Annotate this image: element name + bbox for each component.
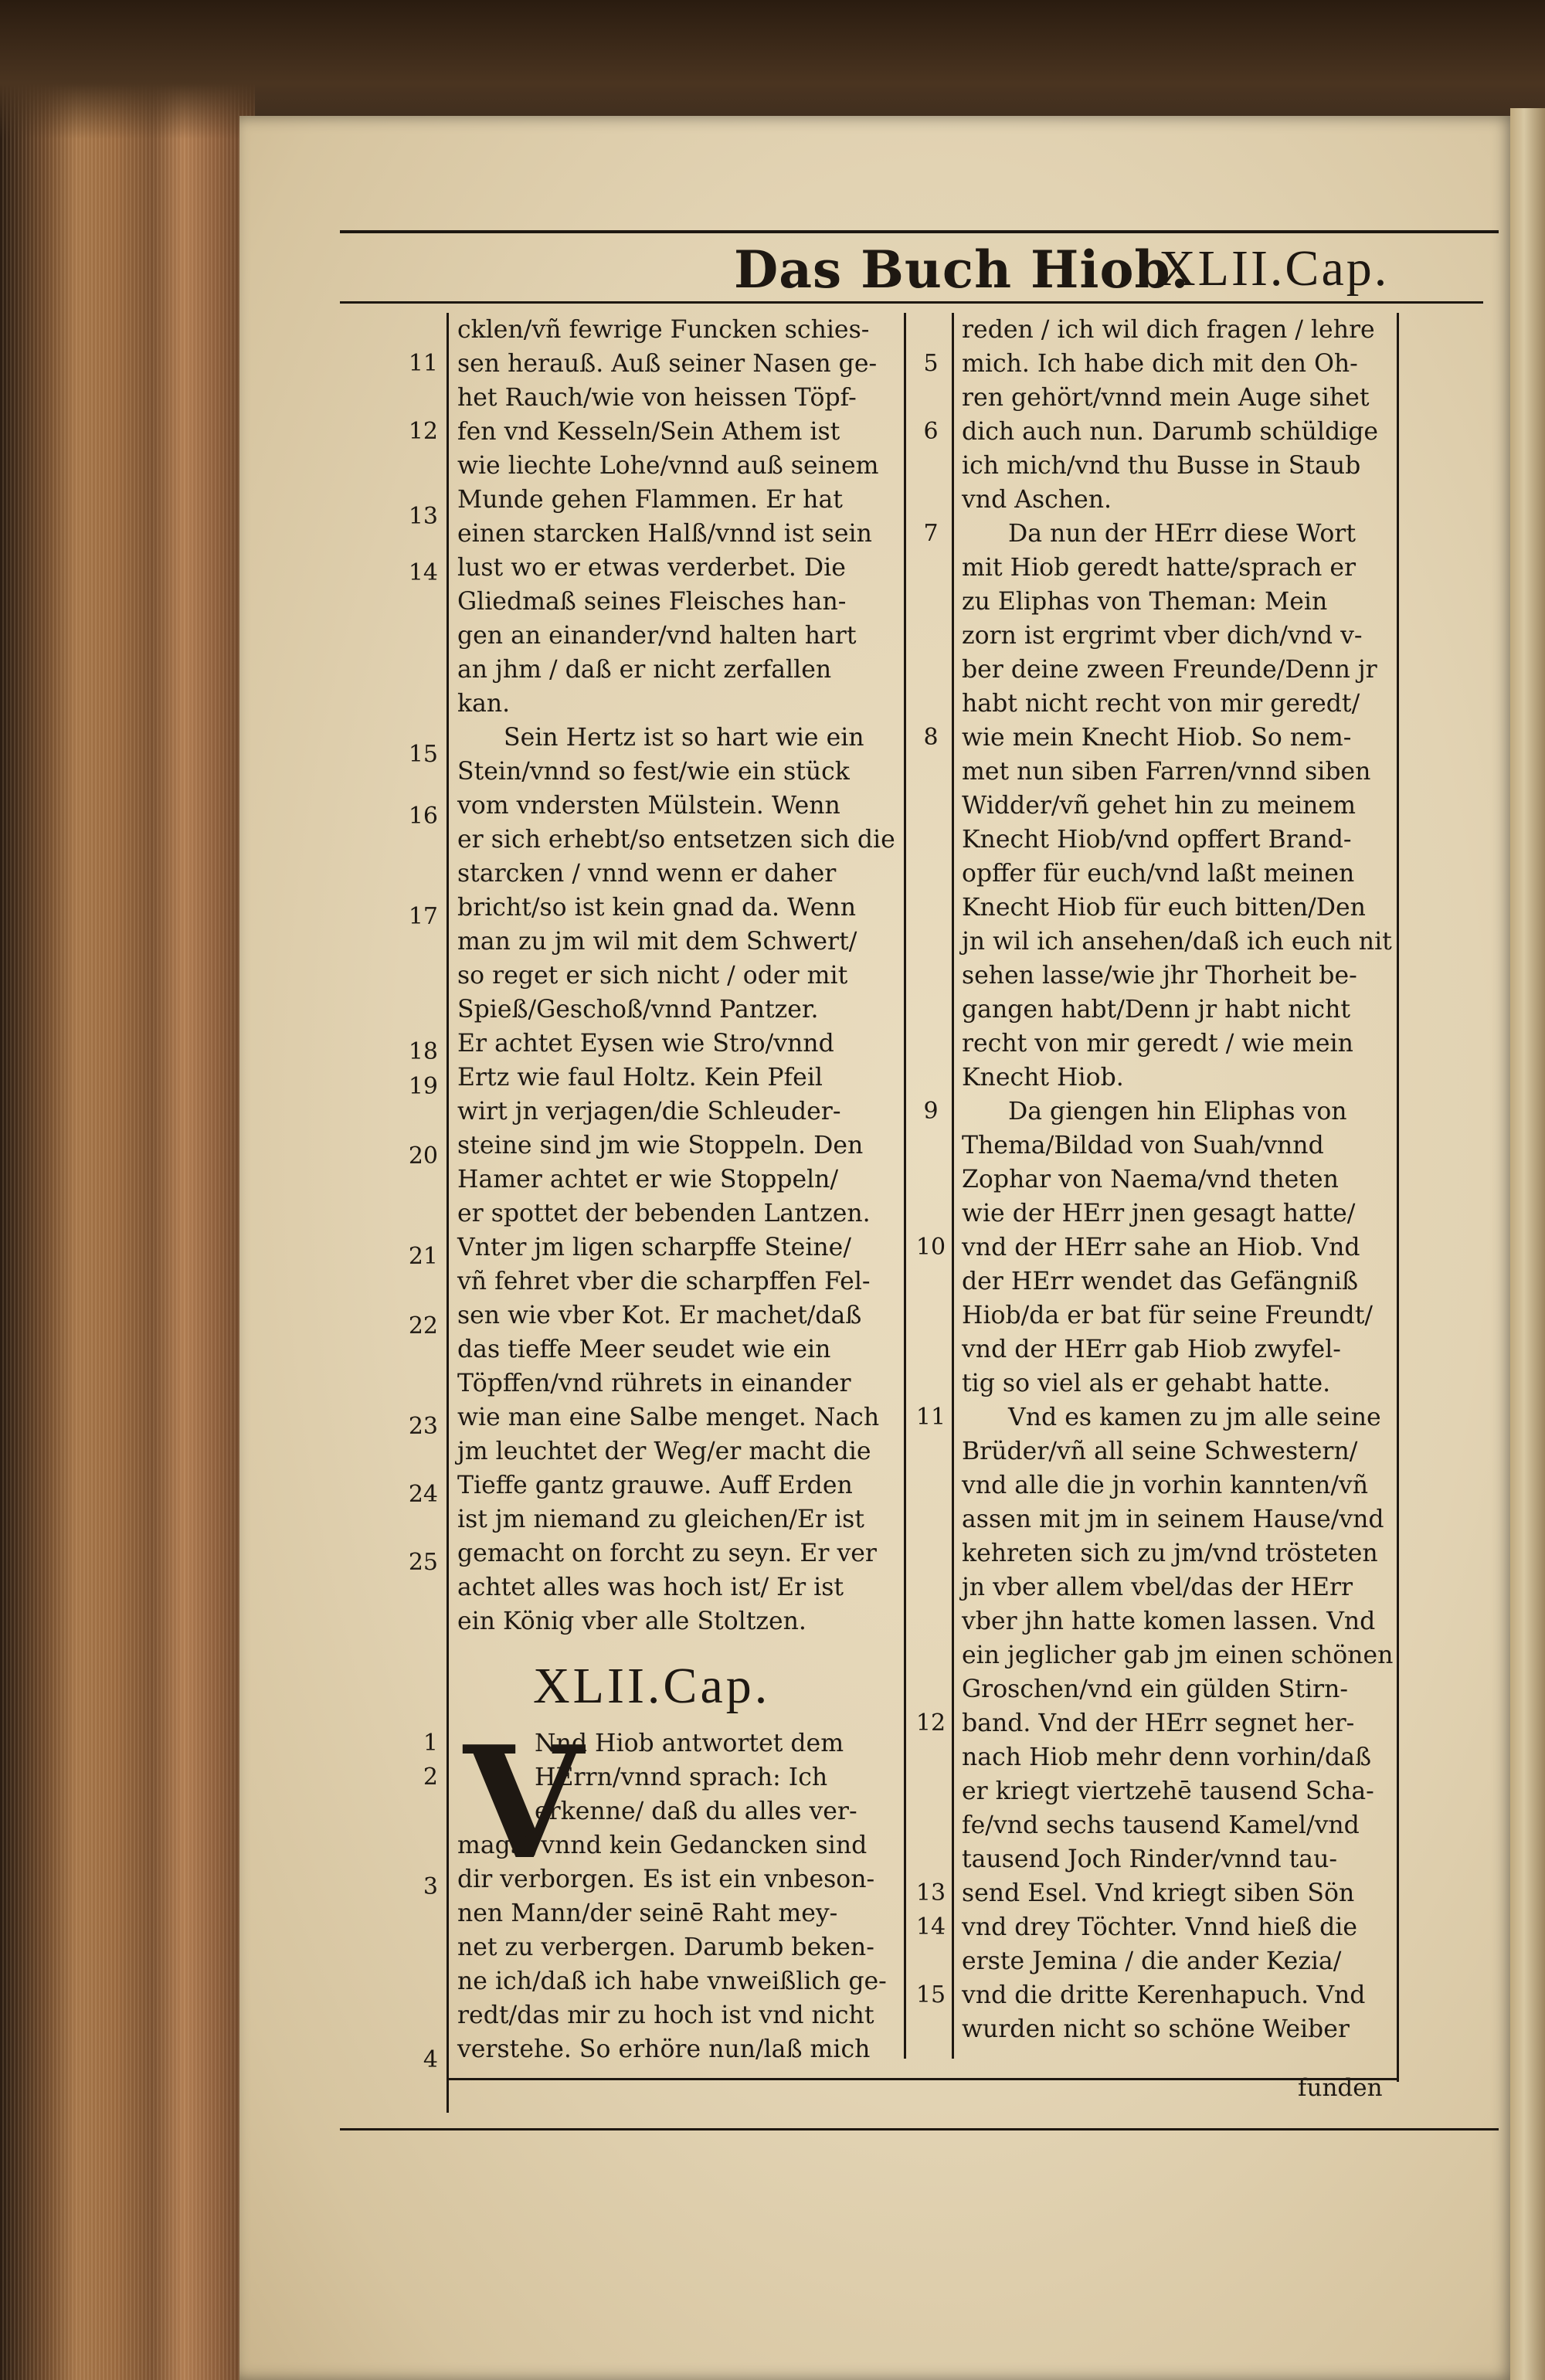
text-line: ber deine zween Freunde/Denn jr <box>962 656 1377 684</box>
frame-rule-middle-right <box>952 313 954 2059</box>
text-line: er sich erhebt/so entsetzen sich die <box>457 826 895 854</box>
verse-number: 15 <box>408 741 438 768</box>
chapter-opening-text <box>457 1713 898 2066</box>
text-line: erkenne/ daß du alles ver- <box>535 1798 857 1825</box>
text-line: Nnd Hiob antwortet dem <box>535 1730 844 1757</box>
text-line: kehreten sich zu jm/vnd trösteten <box>962 1540 1378 1567</box>
text-line: erste Jemina / die ander Kezia/ <box>962 1947 1342 1975</box>
verse-number: 9 <box>923 1098 939 1125</box>
text-line: reden / ich wil dich fragen / lehre <box>962 316 1375 344</box>
text-line: ein König vber alle Stoltzen. <box>457 1608 806 1635</box>
text-line: an jhm / daß er nicht zerfallen <box>457 656 832 684</box>
text-line: Stein/vnnd so fest/wie ein stück <box>457 758 850 786</box>
verse-number: 19 <box>408 1073 438 1100</box>
book-fore-edge <box>0 0 255 2380</box>
text-line: sehen lasse/wie jhr Thorheit be- <box>962 962 1357 990</box>
text-line: wie liechte Lohe/vnnd auß seinem <box>457 452 879 480</box>
text-line: mich. Ich habe dich mit den Oh- <box>962 350 1358 378</box>
text-line: redt/das mir zu hoch ist vnd nicht <box>457 2001 874 2029</box>
text-line: mit Hiob geredt hatte/sprach er <box>962 554 1357 582</box>
text-line: het Rauch/wie von heissen Töpf- <box>457 384 857 412</box>
text-line: Da nun der HErr diese Wort <box>1008 520 1357 548</box>
verse-number: 14 <box>915 1913 946 1940</box>
verse-number: 23 <box>408 1413 438 1440</box>
text-line: jn wil ich ansehen/daß ich euch nit <box>962 928 1392 956</box>
text-line: gemacht on forcht zu seyn. Er ver <box>457 1540 877 1567</box>
verse-number: 6 <box>923 418 939 445</box>
text-line: vnd die dritte Kerenhapuch. Vnd <box>962 1981 1366 2009</box>
text-line: verstehe. So erhöre nun/laß mich <box>457 2035 871 2063</box>
verse-number: 22 <box>408 1312 438 1339</box>
text-line: dich auch nun. Darumb schüldige <box>962 418 1379 446</box>
text-line: send Esel. Vnd kriegt siben Sön <box>962 1879 1355 1907</box>
text-line: nach Hiob mehr denn vorhin/daß <box>962 1743 1372 1771</box>
bottom-rule-outer <box>340 2128 1499 2130</box>
text-line: wie der HErr jnen gesagt hatte/ <box>962 1200 1356 1227</box>
text-line: sen wie vber Kot. Er machet/daß <box>457 1302 862 1329</box>
text-line: zu Eliphas von Theman: Mein <box>962 588 1328 616</box>
frame-rule-middle-left <box>904 313 906 2059</box>
text-line: vnd der HErr sahe an Hiob. Vnd <box>962 1234 1360 1261</box>
text-line: steine sind jm wie Stoppeln. Den <box>457 1132 864 1159</box>
text-line: wie mein Knecht Hiob. So nem- <box>962 724 1352 752</box>
verse-number: 11 <box>408 350 438 377</box>
text-line: ist jm niemand zu gleichen/Er ist <box>457 1506 864 1533</box>
verse-number: 8 <box>923 724 939 751</box>
verse-number: 2 <box>423 1764 438 1791</box>
text-line: tausend Joch Rinder/vnnd tau- <box>962 1845 1338 1873</box>
running-header <box>340 224 1468 309</box>
text-line: fen vnd Kesseln/Sein Athem ist <box>457 418 840 446</box>
text-line: Er achtet Eysen wie Stro/vnnd <box>457 1030 834 1058</box>
text-line: Hamer achtet er wie Stoppeln/ <box>457 1166 839 1193</box>
verse-number: 13 <box>408 503 438 530</box>
text-line: Vnter jm ligen scharpffe Steine/ <box>457 1234 851 1261</box>
verse-number: 15 <box>915 1981 946 2008</box>
text-line: Vnd es kamen zu jm alle seine <box>1008 1404 1381 1431</box>
text-line: band. Vnd der HErr segnet her- <box>962 1709 1355 1737</box>
verse-number: 13 <box>915 1879 946 1906</box>
verse-number: 14 <box>408 559 438 586</box>
text-line: starcken / vnnd wenn er daher <box>457 860 837 888</box>
verse-number: 5 <box>923 350 939 377</box>
text-line: vnd Aschen. <box>962 486 1112 514</box>
left-column-text <box>457 313 898 1638</box>
verse-number: 12 <box>408 418 438 445</box>
right-column-text <box>962 313 1394 2046</box>
text-line: nen Mann/der seinē Raht mey- <box>457 1900 838 1927</box>
header-rule-bottom <box>340 301 1483 304</box>
text-line: Ertz wie faul Holtz. Kein Pfeil <box>457 1064 823 1092</box>
verse-number: 18 <box>408 1038 438 1065</box>
chapter-heading: XLII.Cap. <box>533 1658 771 1714</box>
text-line: bricht/so ist kein gnad da. Wenn <box>457 894 857 922</box>
verse-number: 21 <box>408 1243 438 1270</box>
verse-number: 10 <box>915 1234 946 1261</box>
facing-page-edge <box>1510 108 1545 2380</box>
text-line: Töpffen/vnd rührets in einander <box>457 1370 851 1397</box>
text-line: einen starcken Halß/vnnd ist sein <box>457 520 872 548</box>
text-line: zorn ist ergrimt vber dich/vnd v- <box>962 622 1363 650</box>
text-line: fe/vnd sechs tausend Kamel/vnd <box>962 1811 1360 1839</box>
text-line: er kriegt viertzehē tausend Scha- <box>962 1777 1374 1805</box>
text-line: so reget er sich nicht / oder mit <box>457 962 848 990</box>
text-line: assen mit jm in seinem Hause/vnd <box>962 1506 1384 1533</box>
text-line: dir verborgen. Es ist ein vnbeson- <box>457 1866 875 1893</box>
frame-rule-left <box>447 313 449 2113</box>
text-line: ich mich/vnd thu Busse in Staub <box>962 452 1361 480</box>
verse-number: 4 <box>423 2046 438 2073</box>
verse-number: 11 <box>915 1404 946 1431</box>
text-line: vber jhn hatte komen lassen. Vnd <box>962 1608 1376 1635</box>
text-line: Thema/Bildad von Suah/vnnd <box>962 1132 1324 1159</box>
verse-number: 16 <box>408 803 438 830</box>
text-line: Gliedmaß seines Fleisches han- <box>457 588 847 616</box>
text-line: gen an einander/vnd halten hart <box>457 622 857 650</box>
verse-number: 20 <box>408 1142 438 1170</box>
text-line: Widder/vñ gehet hin zu meinem <box>962 792 1356 820</box>
text-line: HErrn/vnnd sprach: Ich <box>535 1764 828 1791</box>
text-line: vom vndersten Mülstein. Wenn <box>457 792 840 820</box>
text-line: met nun siben Farren/vnnd siben <box>962 758 1371 786</box>
text-line: ren gehört/vnnd mein Auge sihet <box>962 384 1370 412</box>
text-line: Hiob/da er bat für seine Freundt/ <box>962 1302 1373 1329</box>
text-line: net zu verbergen. Darumb beken- <box>457 1934 874 1961</box>
text-line: tig so viel als er gehabt hatte. <box>962 1370 1331 1397</box>
text-line: Knecht Hiob für euch bitten/Den <box>962 894 1366 922</box>
text-line: Sein Hertz ist so hart wie ein <box>504 724 864 752</box>
catchword: funden <box>1298 2074 1383 2102</box>
text-line: Zophar von Naema/vnd theten <box>962 1166 1339 1193</box>
frame-rule-right <box>1397 313 1399 2082</box>
header-rule-top <box>340 230 1499 233</box>
verse-number: 3 <box>423 1873 438 1900</box>
text-line: Knecht Hiob. <box>962 1064 1124 1092</box>
text-line: Knecht Hiob/vnd opffert Brand- <box>962 826 1352 854</box>
text-line: gangen habt/Denn jr habt nicht <box>962 996 1351 1024</box>
text-line: opffer für euch/vnd laßt meinen <box>962 860 1355 888</box>
bottom-rule-inner <box>447 2078 1398 2080</box>
verse-number: 1 <box>423 1730 438 1757</box>
text-line: vnd drey Töchter. Vnnd hieß die <box>962 1913 1357 1941</box>
text-line: wurden nicht so schöne Weiber <box>962 2015 1350 2043</box>
verse-number: 7 <box>923 520 939 547</box>
text-line: kan. <box>457 690 511 718</box>
text-line: er spottet der bebenden Lantzen. <box>457 1200 871 1227</box>
verse-number: 12 <box>915 1709 946 1737</box>
text-line: cklen/vñ fewrige Funcken schies- <box>457 316 870 344</box>
text-line: Spieß/Geschoß/vnnd Pantzer. <box>457 996 819 1024</box>
verse-number: 25 <box>408 1549 438 1576</box>
verse-number: 17 <box>408 903 438 930</box>
text-line: wie man eine Salbe menget. Nach <box>457 1404 880 1431</box>
text-line: vnd alle die jn vorhin kannten/vñ <box>962 1472 1369 1499</box>
text-line: der HErr wendet das Gefängniß <box>962 1268 1359 1295</box>
text-line: wirt jn verjagen/die Schleuder- <box>457 1098 841 1125</box>
chapter-initial: V <box>464 1713 584 1894</box>
text-line: Brüder/vñ all seine Schwestern/ <box>962 1438 1358 1465</box>
text-line: jn vber allem vbel/das der HErr <box>962 1574 1353 1601</box>
text-line: achtet alles was hoch ist/ Er ist <box>457 1574 844 1601</box>
text-line: man zu jm wil mit dem Schwert/ <box>457 928 857 956</box>
text-line: habt nicht recht von mir geredt/ <box>962 690 1360 718</box>
text-line: lust wo er etwas verderbet. Die <box>457 554 846 582</box>
text-line: jm leuchtet der Weg/er macht die <box>457 1438 871 1465</box>
text-line: recht von mir geredt / wie mein <box>962 1030 1353 1058</box>
text-line: ein jeglicher gab jm einen schönen <box>962 1642 1394 1669</box>
book-title: Das Buch Hiob. <box>734 239 1190 300</box>
verse-number: 24 <box>408 1481 438 1508</box>
text-line: Munde gehen Flammen. Er hat <box>457 486 843 514</box>
text-line: vnd der HErr gab Hiob zwyfel- <box>962 1336 1341 1363</box>
chapter-ref: XLII.Cap. <box>1159 240 1390 297</box>
text-line: Tieffe gantz grauwe. Auff Erden <box>457 1472 853 1499</box>
text-line: ne ich/daß ich habe vnweißlich ge- <box>457 1967 887 1995</box>
text-line: Da giengen hin Eliphas von <box>1008 1098 1347 1125</box>
text-line: magst/vnnd kein Gedancken sind <box>457 1832 868 1859</box>
text-line: sen herauß. Auß seiner Nasen ge- <box>457 350 878 378</box>
text-line: das tieffe Meer seudet wie ein <box>457 1336 831 1363</box>
text-line: vñ fehret vber die scharpffen Fel- <box>457 1268 871 1295</box>
text-line: Groschen/vnd ein gülden Stirn- <box>962 1676 1349 1703</box>
